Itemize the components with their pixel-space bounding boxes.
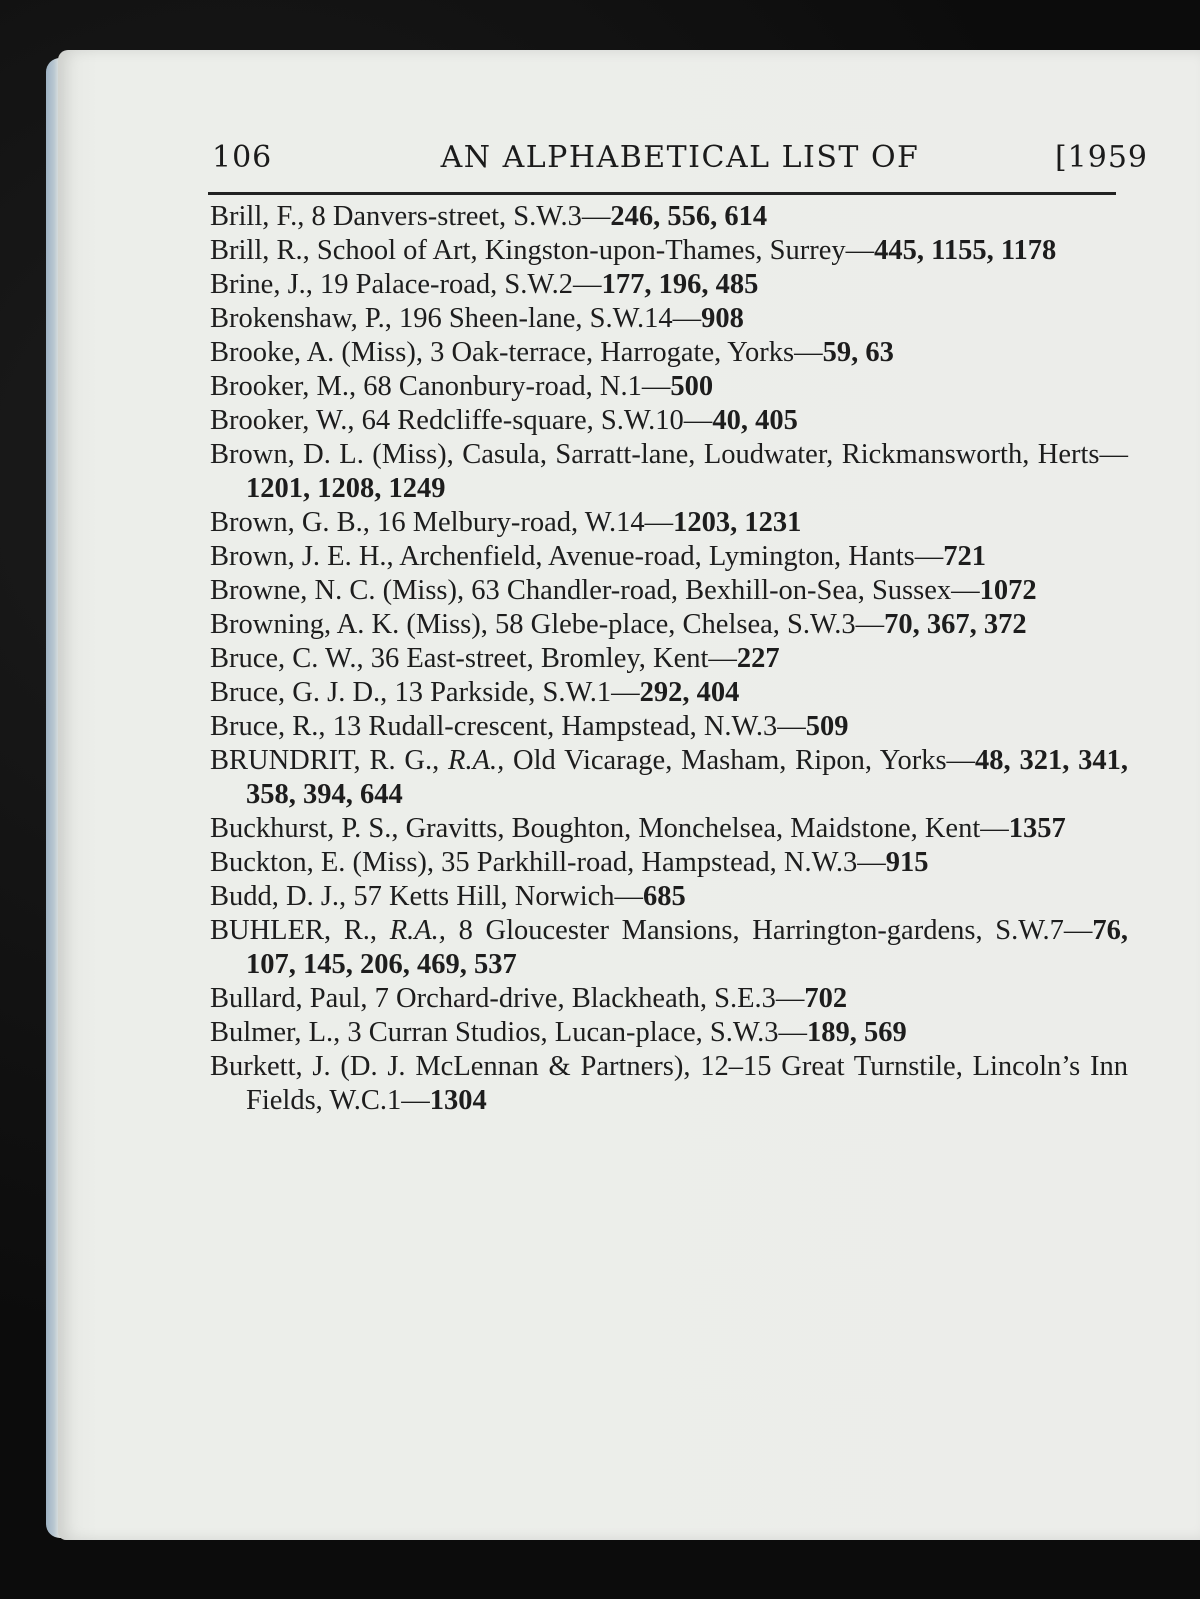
entry-address: 3 Oak-terrace, Harrogate, Yorks— bbox=[422, 337, 823, 368]
entry-address: Archenfield, Avenue-road, Lymington, Hants— bbox=[393, 541, 944, 572]
page-number: 106 bbox=[212, 140, 273, 175]
entry-name: BRUNDRIT, R. G., bbox=[210, 745, 440, 776]
entry-name: Bulmer, L., bbox=[210, 1017, 341, 1048]
entry-address: 63 Chandler-road, Bexhill-on-Sea, Sussex— bbox=[464, 575, 980, 606]
list-item bbox=[210, 200, 1128, 234]
entry-address: 13 Rudall-crescent, Hampstead, N.W.3— bbox=[325, 711, 806, 742]
entry-name: Bruce, R., bbox=[210, 711, 326, 742]
entry-catalogue-numbers: 445, 1155, 1178 bbox=[874, 235, 1057, 266]
entry-address: Gravitts, Boughton, Monchelsea, Maidstone, Kent— bbox=[398, 813, 1009, 844]
entry-address: 8 Danvers-street, S.W.3— bbox=[304, 201, 611, 232]
entry-address: 3 Curran Studios, Lucan-place, S.W.3— bbox=[340, 1017, 808, 1048]
entry-name: Browne, N. C. (Miss), bbox=[210, 575, 465, 606]
list-item bbox=[210, 404, 1128, 438]
entry-rank: R.A., bbox=[377, 915, 446, 946]
entry-name: Brill, F., bbox=[210, 201, 305, 232]
entry-catalogue-numbers: 76, 107, 145, 206, 469, 537 bbox=[246, 915, 1128, 980]
list-item bbox=[210, 1050, 1128, 1118]
entry-catalogue-numbers: 189, 569 bbox=[807, 1017, 907, 1048]
entry-address: 13 Parkside, S.W.1— bbox=[387, 677, 640, 708]
entry-address: 16 Melbury-road, W.14— bbox=[369, 507, 674, 538]
entry-name: Brooker, M., bbox=[210, 371, 357, 402]
entry-name: Buckhurst, P. S., bbox=[210, 813, 399, 844]
list-item bbox=[210, 744, 1128, 812]
entry-catalogue-numbers: 70, 367, 372 bbox=[884, 609, 1027, 640]
entry-address: 8 Gloucester Mansions, Harrington-gardens, S.W.7— bbox=[445, 915, 1093, 946]
running-header bbox=[212, 132, 1148, 192]
entry-address: 36 East-street, Bromley, Kent— bbox=[363, 643, 737, 674]
list-item bbox=[210, 608, 1128, 642]
entry-name: Budd, D. J., bbox=[210, 881, 347, 912]
entry-catalogue-numbers: 246, 556, 614 bbox=[610, 201, 768, 232]
entry-catalogue-numbers: 1304 bbox=[429, 1085, 487, 1116]
entry-name: Brill, R., bbox=[210, 235, 310, 266]
list-item bbox=[210, 506, 1128, 540]
list-item bbox=[210, 812, 1128, 846]
entry-catalogue-numbers: 40, 405 bbox=[712, 405, 798, 436]
entry-catalogue-numbers: 500 bbox=[670, 371, 714, 402]
page-title: AN ALPHABETICAL LIST OF bbox=[440, 140, 920, 175]
entry-catalogue-numbers: 908 bbox=[701, 303, 744, 334]
entry-catalogue-numbers: 915 bbox=[885, 847, 929, 878]
entry-name: Browning, A. K. (Miss), bbox=[210, 609, 488, 640]
list-item bbox=[210, 914, 1128, 982]
list-item bbox=[210, 574, 1128, 608]
entry-name: Brown, G. B., bbox=[210, 507, 370, 538]
list-item bbox=[210, 302, 1128, 336]
entry-address: School of Art, Kingston-upon-Thames, Surrey— bbox=[309, 235, 875, 266]
entry-address: Old Vicarage, Masham, Ripon, Yorks— bbox=[504, 745, 976, 776]
list-item bbox=[210, 336, 1128, 370]
entry-name: Brokenshaw, P., bbox=[210, 303, 392, 334]
entry-catalogue-numbers: 1201, 1208, 1249 bbox=[246, 473, 446, 504]
entry-rank: R.A., bbox=[439, 745, 505, 776]
entry-catalogue-numbers: 685 bbox=[643, 881, 686, 912]
entry-address: 19 Palace-road, S.W.2— bbox=[312, 269, 602, 300]
entry-catalogue-numbers: 48, 321, 341, 358, 394, 644 bbox=[246, 745, 1129, 810]
list-item bbox=[210, 234, 1128, 268]
entry-name: Bruce, G. J. D., bbox=[210, 677, 388, 708]
entry-name: BUHLER, R., bbox=[210, 915, 378, 946]
list-item bbox=[210, 1016, 1128, 1050]
entry-name: Bullard, Paul, bbox=[210, 983, 368, 1014]
entry-address: 68 Canonbury-road, N.1— bbox=[356, 371, 671, 402]
entry-address: 58 Glebe-place, Chelsea, S.W.3— bbox=[487, 609, 885, 640]
list-item bbox=[210, 642, 1128, 676]
entry-list bbox=[210, 200, 1128, 1118]
entry-catalogue-numbers: 1203, 1231 bbox=[673, 507, 802, 538]
entry-catalogue-numbers: 1357 bbox=[1008, 813, 1066, 844]
entry-catalogue-numbers: 1072 bbox=[979, 575, 1037, 606]
header-rule bbox=[208, 192, 1116, 195]
entry-name: Brooke, A. (Miss), bbox=[210, 337, 423, 368]
entry-catalogue-numbers: 227 bbox=[736, 643, 780, 674]
list-item bbox=[210, 370, 1128, 404]
entry-name: Brine, J., bbox=[210, 269, 313, 300]
list-item bbox=[210, 268, 1128, 302]
entry-name: Bruce, C. W., bbox=[210, 643, 364, 674]
entry-address: (D. J. McLennan & Partners), 12–15 Great Turnstile, Lincoln’s Inn Fields, W.C.1— bbox=[246, 1051, 1129, 1116]
page-year: [1959 bbox=[1054, 140, 1148, 175]
entry-name: Buckton, E. (Miss), bbox=[210, 847, 435, 878]
list-item bbox=[210, 438, 1128, 506]
entry-name: Burkett, J. bbox=[210, 1051, 331, 1082]
entry-name: Brown, D. L. (Miss), bbox=[210, 439, 454, 470]
list-item bbox=[210, 846, 1128, 880]
entry-catalogue-numbers: 177, 196, 485 bbox=[601, 269, 759, 300]
entry-address: Casula, Sarratt-lane, Loudwater, Rickmansworth, Herts— bbox=[453, 439, 1128, 470]
entry-address: 196 Sheen-lane, S.W.14— bbox=[391, 303, 702, 334]
entry-catalogue-numbers: 292, 404 bbox=[639, 677, 740, 708]
list-item bbox=[210, 540, 1128, 574]
entry-catalogue-numbers: 721 bbox=[943, 541, 986, 572]
entry-address: 35 Parkhill-road, Hampstead, N.W.3— bbox=[434, 847, 886, 878]
entry-name: Brown, J. E. H., bbox=[210, 541, 394, 572]
entry-address: 7 Orchard-drive, Blackheath, S.E.3— bbox=[367, 983, 805, 1014]
entry-catalogue-numbers: 702 bbox=[804, 983, 848, 1014]
list-item bbox=[210, 676, 1128, 710]
entry-catalogue-numbers: 509 bbox=[805, 711, 849, 742]
entry-catalogue-numbers: 59, 63 bbox=[822, 337, 894, 368]
list-item bbox=[210, 982, 1128, 1016]
list-item bbox=[210, 880, 1128, 914]
entry-name: Brooker, W., bbox=[210, 405, 355, 436]
list-item bbox=[210, 710, 1128, 744]
entry-address: 64 Redcliffe-square, S.W.10— bbox=[354, 405, 713, 436]
entry-address: 57 Ketts Hill, Norwich— bbox=[346, 881, 644, 912]
